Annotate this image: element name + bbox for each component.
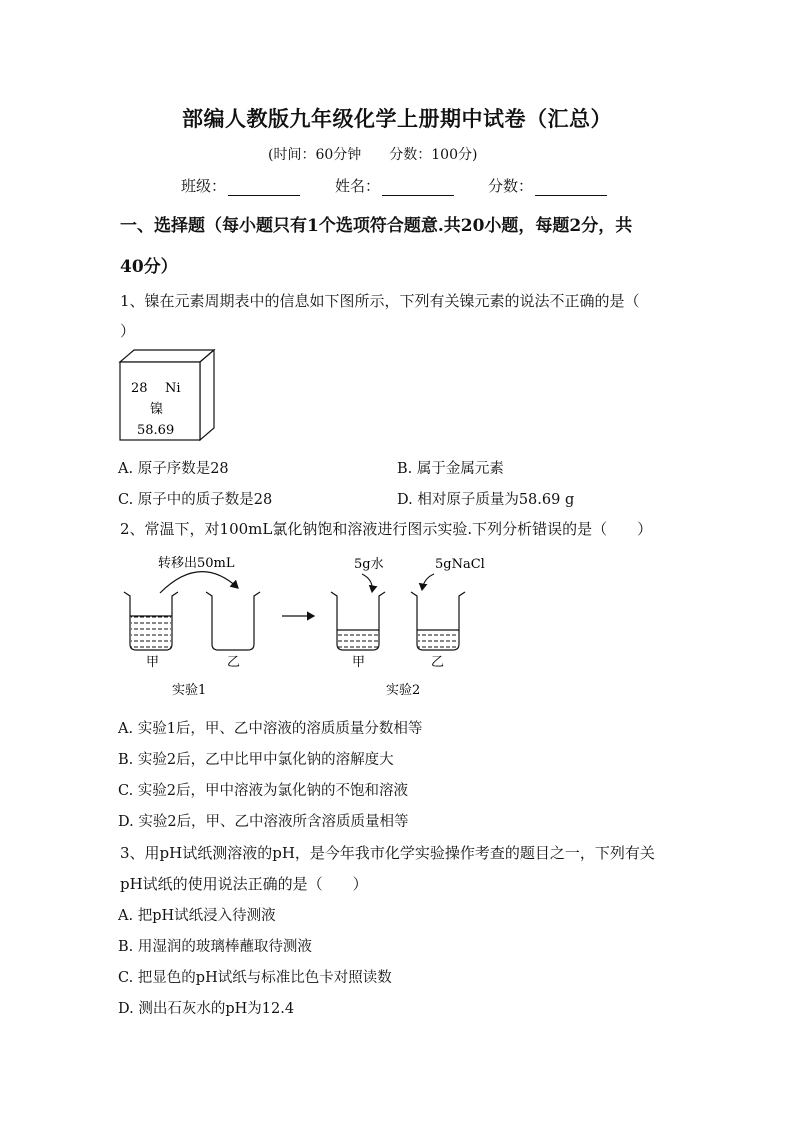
q1-text-line2: ） [120, 322, 136, 340]
q3-option-c[interactable]: C. 把显色的pH试纸与标准比色卡对照读数 [118, 970, 392, 986]
label-yi-2: 乙 [431, 655, 445, 670]
nacl-label: 5gNaCl [435, 557, 485, 572]
name-blank[interactable] [382, 181, 454, 196]
water-label: 5g水 [354, 557, 384, 572]
q2-option-b[interactable]: B. 实验2后，乙中比甲中氯化钠的溶解度大 [118, 752, 394, 768]
q1-text-line1: 1、镍在元素周期表中的信息如下图所示，下列有关镍元素的说法不正确的是（ [120, 292, 640, 310]
q1-option-d[interactable]: D. 相对原子质量为58.69 g [397, 492, 575, 508]
nacl-arrow [422, 574, 434, 590]
name-label: 姓名： [335, 177, 381, 195]
q2-text: 2、常温下，对100mL氯化钠饱和溶液进行图示实验.下列分析错误的是（ ） [120, 520, 653, 538]
transfer-label: 转移出50mL [158, 556, 235, 571]
element-mass: 58.69 [137, 423, 175, 438]
q3-option-b[interactable]: B. 用湿润的玻璃棒蘸取待测液 [118, 939, 312, 955]
label-jia-2: 甲 [352, 655, 366, 670]
element-symbol: Ni [165, 381, 181, 396]
element-name: 镍 [150, 402, 164, 417]
label-jia-1: 甲 [146, 655, 160, 670]
section-heading-line1: 一、选择题（每小题只有1个选项符合题意.共20小题，每题2分，共 [120, 216, 633, 236]
experiment-diagram [110, 548, 510, 703]
score-field[interactable] [488, 175, 607, 196]
class-blank[interactable] [228, 181, 300, 196]
label-yi-1: 乙 [227, 655, 241, 670]
name-field[interactable] [335, 175, 454, 196]
class-field[interactable] [181, 175, 300, 196]
q2-option-d[interactable]: D. 实验2后，甲、乙中溶液所含溶质质量相等 [118, 814, 409, 830]
beaker-yi-exp2 [411, 592, 465, 650]
beaker-jia-exp2 [331, 592, 385, 650]
q1-option-a[interactable]: A. 原子序数是28 [118, 461, 229, 477]
exam-time-score: (时间：60分钟 分数：100分) [268, 147, 478, 163]
q3-option-a[interactable]: A. 把pH试纸浸入待测液 [118, 908, 276, 924]
exp1-label: 实验1 [172, 683, 207, 698]
q2-option-c[interactable]: C. 实验2后，甲中溶液为氯化钠的不饱和溶液 [118, 783, 409, 799]
q3-text-line2: pH试纸的使用说法正确的是（ ） [120, 875, 368, 893]
section-heading-line2: 40分） [120, 257, 178, 277]
page-title: 部编人教版九年级化学上册期中试卷（汇总） [182, 106, 612, 131]
beaker-jia-exp1 [124, 592, 178, 650]
transfer-arrow [160, 572, 238, 593]
class-label: 班级： [181, 177, 227, 195]
q2-option-a[interactable]: A. 实验1后，甲、乙中溶液的溶质质量分数相等 [118, 721, 423, 737]
score-label: 分数： [488, 177, 534, 195]
q1-option-c[interactable]: C. 原子中的质子数是28 [118, 492, 273, 508]
exp2-label: 实验2 [386, 683, 421, 698]
q3-text-line1: 3、用pH试纸测溶液的pH，是今年我市化学实验操作考查的题目之一，下列有关 [120, 844, 655, 862]
nickel-element-cell [118, 348, 218, 444]
q1-option-b[interactable]: B. 属于金属元素 [397, 461, 504, 477]
q3-option-d[interactable]: D. 测出石灰水的pH为12.4 [118, 1001, 295, 1017]
element-number: 28 [131, 381, 148, 396]
beaker-yi-exp1 [206, 592, 260, 650]
water-arrow [362, 574, 372, 592]
score-blank[interactable] [535, 181, 607, 196]
